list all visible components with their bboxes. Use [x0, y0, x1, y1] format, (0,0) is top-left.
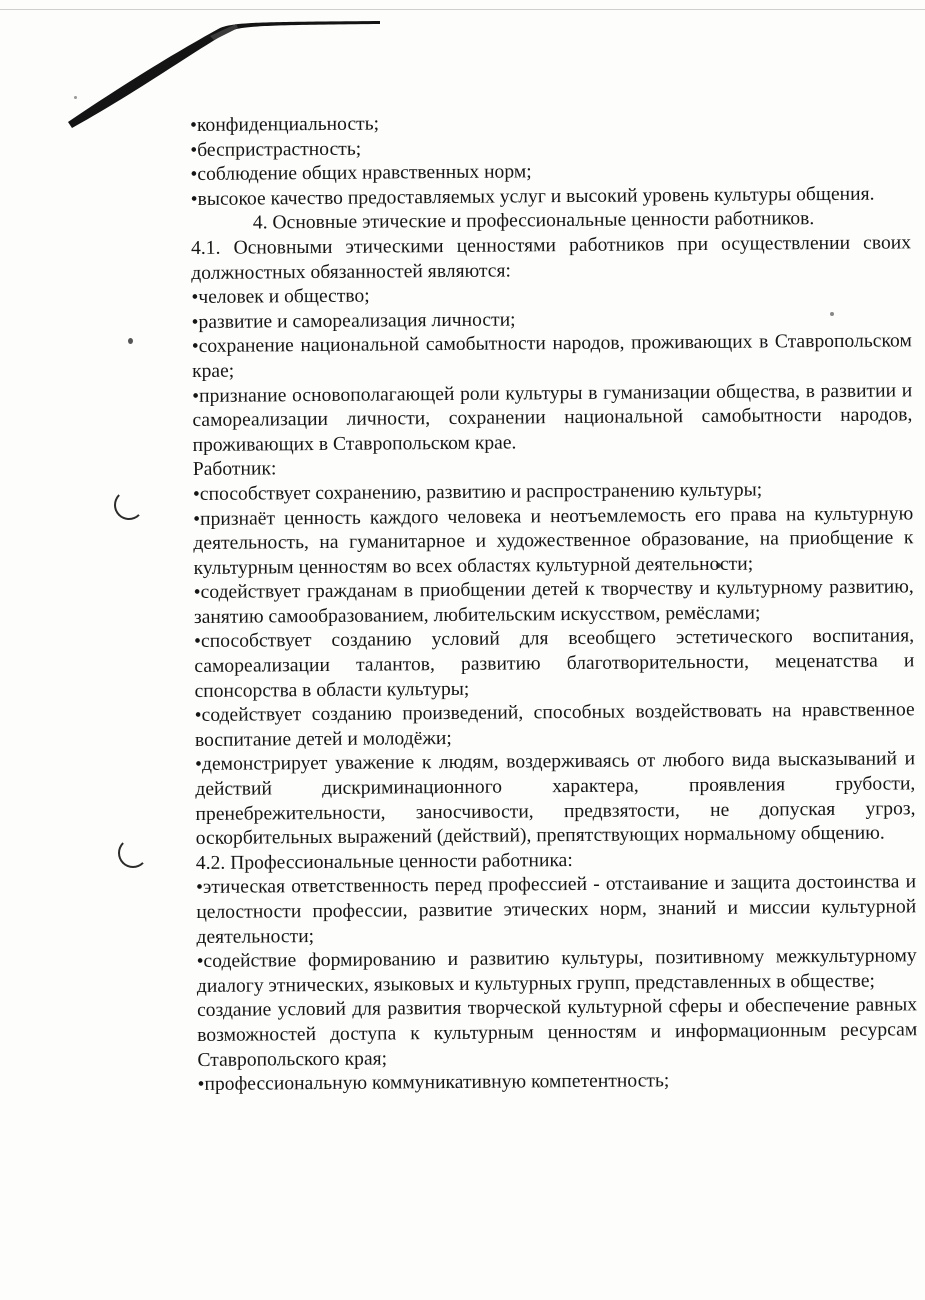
text-paragraph: •содействует созданию произведений, способных воздействовать на нравственное воспитание детей и молодёжи; — [194, 699, 915, 751]
text-paragraph: •сохранение национальной самобытности народов, проживающих в Ставропольском крае; — [191, 330, 912, 382]
punch-hole-mark — [114, 490, 144, 520]
text-paragraph: •высокое качество предоставляемых услуг и высокий уровень культуры общения. — [190, 183, 875, 210]
text-paragraph: •признание основополагающей роли культуры в гуманизации общества, в развитии и самореализации личности, сохранении национальной самобытности народов, проживающих в Ставропольском крае. — [192, 379, 913, 456]
section-heading: 4.2. Профессиональные ценности работника: — [195, 849, 573, 874]
section-heading: 4. Основные этические и профессиональные ценности работников. — [252, 208, 815, 234]
text-line: •профессиональную коммуникативную компетентность; — [197, 1070, 670, 1096]
text-line: Работник: — [192, 458, 277, 481]
text-line: •способствует сохранению, развитию и распространению культуры; — [192, 479, 763, 505]
text-line: •развитие и самореализация личности; — [191, 309, 516, 333]
text-paragraph: •содействует гражданам в приобщении детей к творчеству и культурному развитию, занятию самообразованием, любительским искусством, ремёслами; — [193, 576, 914, 628]
text-line: •конфиденциальность; — [190, 113, 380, 136]
scan-speck — [74, 96, 77, 99]
text-paragraph: •демонстрирует уважение к людям, воздерживаясь от любого вида высказываний и действий дискриминационного характера, проявления грубости, пренебрежительности, заносчивости, предвзятости, не допуская угроз, оскорбительных выражений (действий), препятствующих нормальному общению. — [195, 748, 916, 850]
text-paragraph: •содействие формированию и развитию культуры, позитивному межкультурному диалогу этнических, языковых и культурных групп, представленных в обществе; — [196, 945, 917, 997]
text-paragraph: •признаёт ценность каждого человека и неотъемлемость его права на культурную деятельность, на гуманитарное и художественное образование, на приобщение к культурным ценностям во всех областях культурной деятельности; — [193, 502, 914, 579]
text-line: •человек и общество; — [191, 285, 370, 309]
text-paragraph: 4.1. Основными этическими ценностями работников при осуществлении своих должностных обязанностей являются: — [190, 232, 912, 284]
text-paragraph: создание условий для развития творческой культурной сферы и обеспечение равных возможностей доступа к культурным ценностям и информационным ресурсам Ставропольского края; — [196, 994, 918, 1071]
text-line: •беспристрастность; — [190, 138, 362, 161]
document-body — [190, 108, 918, 1097]
text-paragraph: •способствует созданию условий для всеобщего эстетического воспитания, самореализации талантов, развитию благотворительности, меценатства и спонсорства в области культуры; — [194, 625, 915, 702]
scan-speck — [128, 338, 133, 344]
punch-hole-mark — [118, 838, 148, 868]
text-line: •соблюдение общих нравственных норм; — [190, 161, 532, 186]
text-paragraph: •этическая ответственность перед профессией - отстаивание и защита достоинства и целостности профессии, развитие этических норм, знаний и миссии культурной деятельности; — [195, 871, 917, 948]
